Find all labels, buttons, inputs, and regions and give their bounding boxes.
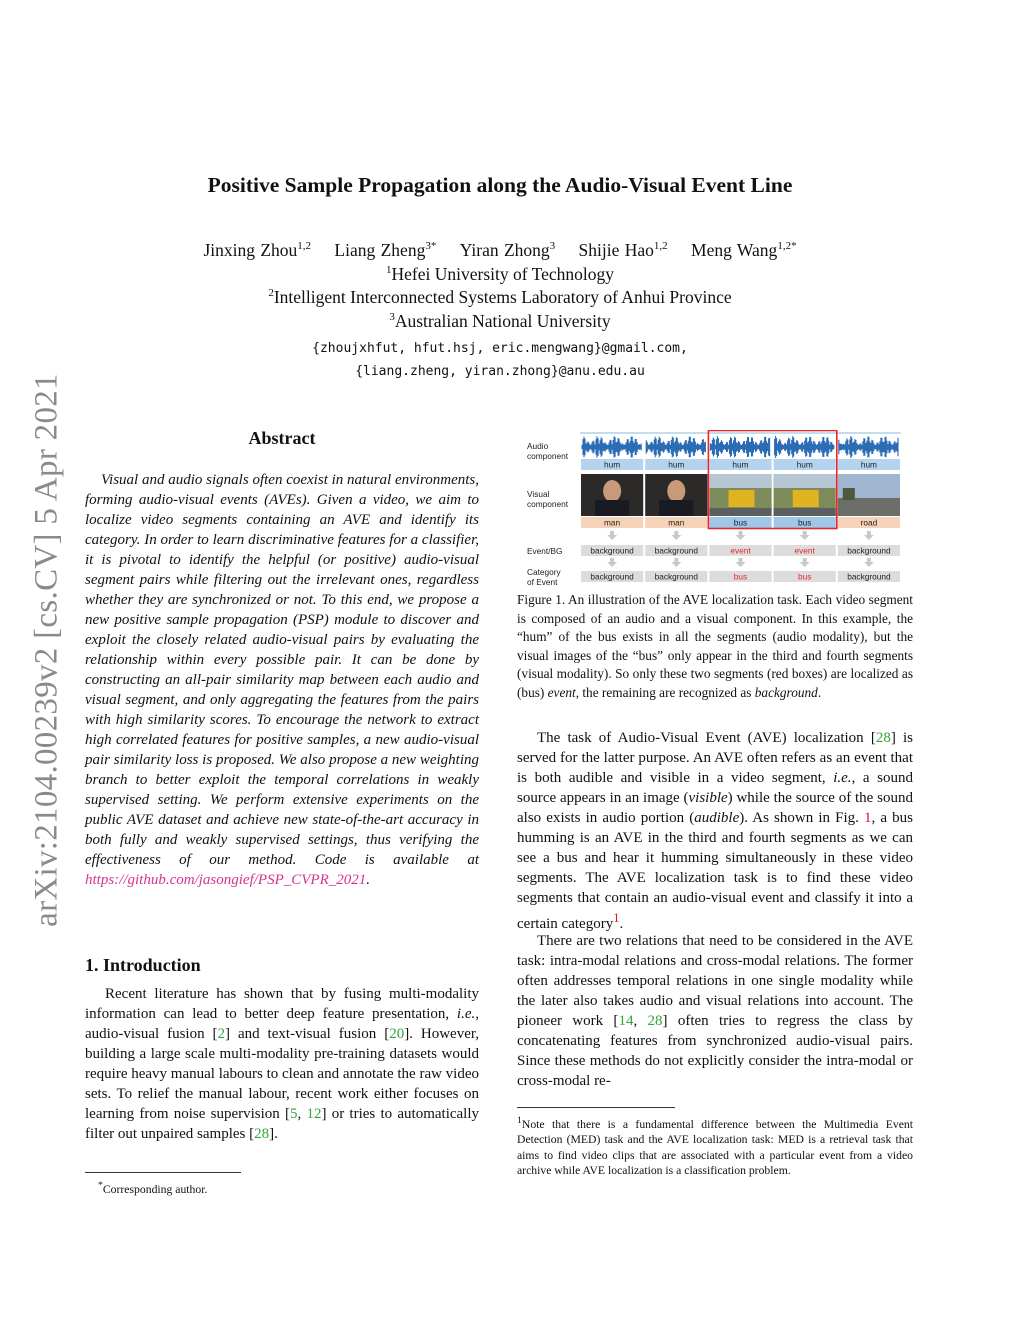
figure-caption: Figure 1. An illustration of the AVE localization task. Each video segment is composed of an audio and a visual component. In this example, the “hum” of the bus exists in all the segments (audio modality), but the visual images of the “bus” only appear in the third and fourth segments (visual modality). So only these two segments (red boxes) are localized as (bus) event, the remaining are recognized as background.	[517, 592, 913, 700]
footnote-rule	[85, 1172, 241, 1173]
sky	[774, 474, 836, 488]
author: Meng Wang$^{1,2*}$	[691, 240, 797, 260]
audio-waveform	[646, 437, 705, 458]
road-surface	[838, 498, 900, 516]
row-label-audio: Audio component	[527, 441, 569, 461]
school-bus	[729, 490, 755, 507]
paragraph-ave-task: The task of Audio-Visual Event (AVE) localization [28] is served for the latter purpose. An AVE often refers as an event that is both audible and visible in a video segment, i.e., a sound source appears in an image (visible) while the source of the sound also exists in audio portion (audible). As shown in Fig. 1, a bus humming is an AVE in the third and fourth segments as we can see a bus and hear it humming simultaneously in these video segments. The AVE localization task is to find these video segments that contain an audio-visual event and classify it into a certain category$^1$.	[517, 730, 913, 932]
author: Liang Zheng$^{3*}$	[334, 240, 437, 260]
category-label: background	[590, 571, 634, 582]
paragraph-relations: There are two relations that need to be considered in the AVE task: intra-modal relations and cross-modal relations. The former often addresses temporal relations in one single modality while the later also takes audio and visual relations into account. The pioneer work [14, 28] often tries to regress the class by concatenating features from synchronized audio-visual pairs. Since these methods do not explicitly consider the intra-modal or cross-modal re-	[517, 933, 913, 1089]
citation[interactable]: 28	[647, 1013, 663, 1029]
abstract-body: Visual and audio signals often coexist in natural environments, forming audio-visual events (AVEs). Given a video, we aim to localize video segments containing an AVE and identify its category. In order to learn discriminative features for a classifier, it is pivotal to identify the helpful (or positive) audio-visual segment pairs while filtering out the irrelevant ones, regardless whether they are synchronized or not. To this end, we propose a new positive sample propagation (PSP) module to discover and exploit the closely related audio-visual pairs by evaluating the relationship within every possible pair. It can be done by constructing an all-pair similarity map between each audio and visual segment, and only aggregating the features from the pairs with high similarity scores. To encourage the network to extract high correlated features for positive samples, a new audio-visual pair similarity loss is proposed. We also propose a new weighting branch to better exploit the temporal correlations in weakly supervised setting. We perform extensive experiments on the public AVE dataset and achieve new state-of-the-art accuracy in both fully and weakly supervised settings, thus verifying the effectiveness of our method. Code is available at https://github.com/jasongief/PSP_CVPR_2021.	[85, 472, 479, 888]
road-surface	[709, 508, 771, 516]
abstract-heading: Abstract	[248, 428, 316, 448]
down-arrow	[607, 558, 617, 567]
category-label: bus	[798, 571, 812, 582]
author: Yiran Zhong$^3$	[459, 240, 556, 260]
audio-label: hum	[796, 459, 813, 470]
category-label: background	[847, 571, 891, 582]
man-suit	[659, 500, 693, 516]
row-label-event: Event/BG	[527, 546, 563, 556]
email-line: {zhoujxhfut, hfut.hsj, eric.mengwang}@gmail.com,	[312, 341, 688, 356]
author-list	[0, 240, 1000, 261]
sky	[709, 474, 771, 488]
road-surface	[774, 508, 836, 516]
audio-waveform	[710, 436, 769, 457]
audio-waveform	[775, 436, 834, 458]
row-label-visual: Visual component	[527, 489, 569, 509]
category-label: background	[654, 571, 698, 582]
footnote-med: $^1$Note that there is a fundamental difference between the Multimedia Event Detection (MED) task and the AVE localization task: MED is a retrieval task that aims to find video clips that are associated with a particular event from a video archive while AVE localization is a classification problem.	[517, 1115, 913, 1178]
man-face	[667, 480, 685, 502]
arxiv-identifier: arXiv:2104.00239v2 [cs.CV] 5 Apr 2021	[28, 373, 65, 927]
tree	[843, 488, 855, 500]
citation[interactable]: 2	[217, 1026, 226, 1042]
down-arrow	[736, 558, 746, 567]
visual-label: man	[668, 517, 685, 528]
code-link[interactable]: https://github.com/jasongief/PSP_CVPR_2021	[85, 872, 367, 888]
event-label: background	[590, 545, 634, 556]
down-arrow	[671, 531, 681, 540]
audio-waveform	[582, 436, 641, 457]
down-arrow	[800, 531, 810, 540]
man-face	[603, 480, 621, 502]
down-arrow	[800, 558, 810, 567]
citation[interactable]: 12	[306, 1106, 322, 1122]
intro-paragraph: Recent literature has shown that by fusing multi-modality information can lead to better deep feature presentation, i.e., audio-visual fusion [2] and text-visual fusion [20]. However, building a large scale multi-modality pre-training datasets would require heavy manual labours to clean and annotate the raw video sets. To relief the manual labour, recent work either focuses on learning from noise supervision [5, 12] or tries to automatically filter out unpaired samples [28].	[85, 986, 480, 1142]
figure-1-illustration	[527, 430, 903, 588]
figure-segments	[580, 431, 901, 583]
visual-label: bus	[798, 517, 812, 528]
citation[interactable]: 14	[618, 1013, 634, 1029]
row-labels	[527, 441, 569, 587]
paper-title: Positive Sample Propagation along the Audio-Visual Event Line	[207, 173, 793, 197]
affiliation: $^3$Australian National University	[389, 311, 611, 331]
event-label: background	[654, 545, 698, 556]
citation[interactable]: 5	[290, 1106, 298, 1122]
down-arrow	[864, 558, 874, 567]
citation[interactable]: 28	[875, 730, 891, 746]
row-label-category: Category of Event	[527, 567, 561, 587]
school-bus	[793, 490, 819, 507]
down-arrow	[671, 558, 681, 567]
visual-label: bus	[733, 517, 748, 528]
down-arrow	[864, 531, 874, 540]
down-arrow	[736, 531, 746, 540]
event-label: background	[847, 545, 891, 556]
affiliation: $^1$Hefei University of Technology	[386, 264, 614, 284]
footnote-corresponding: *Corresponding author.	[98, 1180, 208, 1196]
audio-label: hum	[604, 459, 621, 470]
footnote-reference[interactable]: 1	[613, 911, 620, 925]
audio-waveform	[839, 436, 898, 458]
arxiv-side-stamp	[22, 360, 72, 940]
category-label: bus	[733, 571, 748, 582]
author: Jinxing Zhou$^{1,2}$	[203, 240, 312, 260]
citation[interactable]: 20	[389, 1026, 405, 1042]
event-label: event	[794, 545, 815, 556]
event-label: event	[730, 545, 751, 556]
citation[interactable]: 28	[254, 1126, 270, 1142]
section-heading: 1. Introduction	[85, 955, 201, 975]
man-suit	[595, 500, 629, 516]
visual-label: man	[604, 517, 621, 528]
affiliation: $^2$Intelligent Interconnected Systems Laboratory of Anhui Province	[268, 287, 732, 307]
author: Shijie Hao$^{1,2}$	[578, 240, 668, 260]
audio-label: hum	[860, 459, 877, 470]
figure-reference[interactable]: 1	[864, 810, 872, 826]
visual-label: road	[860, 517, 878, 528]
down-arrow	[607, 531, 617, 540]
audio-label: hum	[732, 459, 749, 470]
audio-label: hum	[668, 459, 685, 470]
footnote-rule	[517, 1107, 675, 1108]
email-line: {liang.zheng, yiran.zhong}@anu.edu.au	[355, 364, 645, 379]
